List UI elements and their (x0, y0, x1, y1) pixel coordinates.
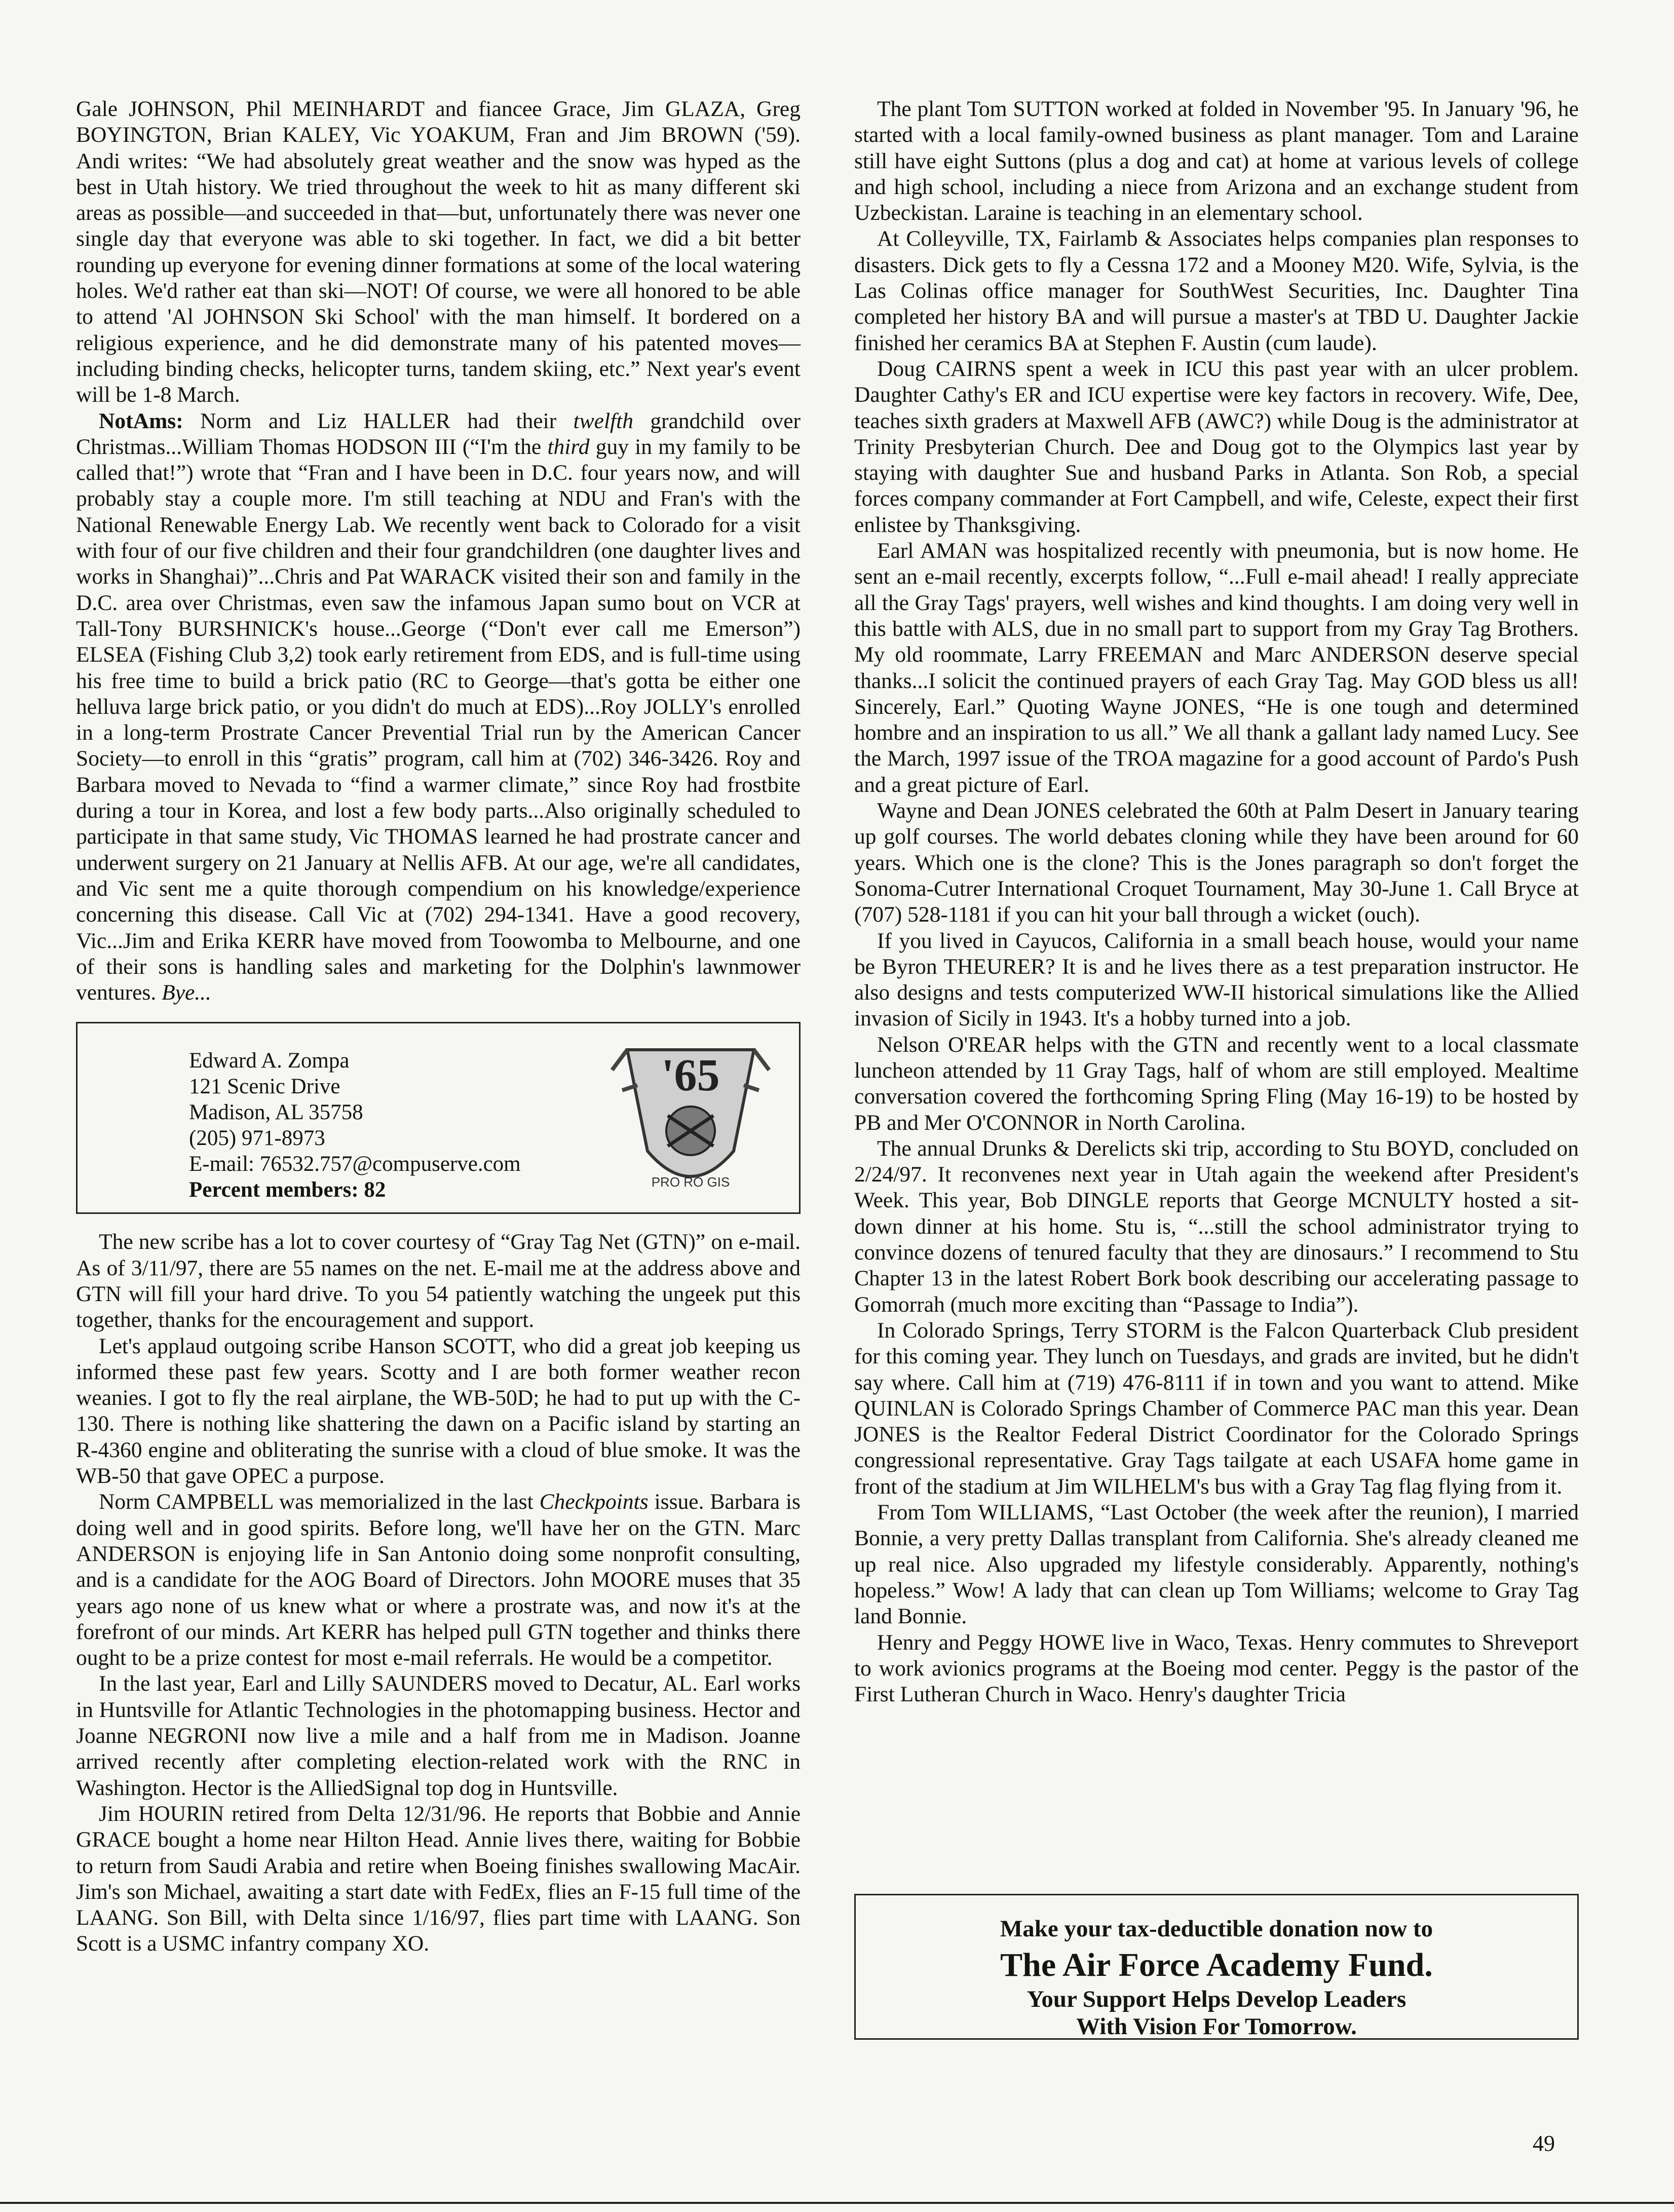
campbell-text-2: issue. Barbara is doing well and in good spirits. Before long, we'll have her on the GTN. Marc ANDERSON is enjoying life in San Antonio doing some nonprofit consulting, and is a candidate for the AOG Board of Directors. John MOORE muses that 35 years ago none of us knew what or where a prostrate was, and now it's at the forefront of our minds. Art KERR has helped pull GTN together and thinks there ought to be a prize contest for most e-mail referrals. He would be a competitor. (76, 1490, 801, 1670)
address-lines (189, 1048, 521, 1203)
paragraph-sutton: The plant Tom SUTTON worked at folded in November '95. In January '96, he started with a local family-owned business as plant manager. Tom and Laraine still have eight Suttons (plus a dog and cat) at home at various levels of college and high school, including a niece from Arizona and an exchange student from Uzbeckistan. Laraine is teaching in an elementary school. (854, 97, 1579, 225)
scribe-name: Edward A. Zompa (189, 1049, 350, 1073)
fund-line-2: The Air Force Academy Fund. (1000, 1947, 1433, 1984)
paragraph-new-scribe: The new scribe has a lot to cover courtesy of “Gray Tag Net (GTN)” on e-mail. As of 3/11/97, there are 55 names on the net. E-mail me at the address above and GTN will fill your hard drive. To you 54 patiently watching the ungeek put this together, thanks for the encouragement and support. (76, 1230, 801, 1332)
notams-italic-2: third (547, 434, 590, 459)
paragraph-fairlamb: At Colleyville, TX, Fairlamb & Associates helps companies plan responses to disasters. Dick gets to fly a Cessna 172 and a Mooney M20. Wife, Sylvia, is the Las Colinas office manager for SouthWest Securities, Inc. Daughter Tina completed her history BA and will pursue a master's at TBD U. Daughter Jackie finished her ceramics BA at Stephen F. Austin (cum laude). (854, 226, 1579, 355)
paragraph-outgoing-scribe: Let's applaud outgoing scribe Hanson SCOTT, who did a great job keeping us informed these past few years. Scotty and I are both former weather recon weanies. I got to fly the real airplane, the WB-50D; he had to put up with the C-130. There is nothing like shattering the dawn on a Pacific island by starting an R-4360 engine and obliterating the sunrise with a cloud of blue smoke. It was the WB-50 that gave OPEC a purpose. (76, 1333, 801, 1489)
scribe-address-box (76, 1022, 801, 1214)
fund-line-1: Make your tax-deductible donation now to (1000, 1916, 1433, 1942)
paragraph-ski-trip: Gale JOHNSON, Phil MEINHARDT and fiancee Grace, Jim GLAZA, Greg BOYINGTON, Brian KALEY, Vic YOAKUM, Fran and Jim BROWN ('59). Andi writes: “We had absolutely great weather and the snow was hyped as the best in Utah history. We tried throughout the week to hit as many different ski areas as possible—and succeeded in that—but, unfortunately there was never one single day that everyone was able to ski together. In fact, we did a bit better rounding up everyone for evening dinner formations at some of the local watering holes. We'd rather eat than ski—NOT! Of course, we were all honored to be able to attend 'Al JOHNSON Ski School' with the man himself. It bordered on a religious experience, and he did demonstrate many of his patented moves—including binding checks, helicopter turns, tandem skiing, etc.” Next year's event will be 1-8 March. (76, 97, 801, 407)
paragraph-hourin: Jim HOURIN retired from Delta 12/31/96. He reports that Bobbie and Annie GRACE bought a home near Hilton Head. Annie lives there, waiting for Bobbie to return from Saudi Arabia and retire when Boeing finishes swallowing MacAir. Jim's son Michael, awaiting a start date with FedEx, flies an F-15 full time of the LAANG. Son Bill, with Delta since 1/16/97, flies part time with LAANG. Son Scott is a USMC infantry company XO. (76, 1801, 801, 1956)
scribe-street: 121 Scenic Drive (189, 1075, 340, 1099)
notams-text-2: grandchild over Christmas...William Thomas HODSON III (“I'm the (76, 408, 801, 459)
notams-italic-1: twelfth (573, 408, 633, 433)
scribe-city: Madison, AL 35758 (189, 1100, 363, 1125)
notams-text-1: Norm and Liz HALLER had their (183, 408, 574, 433)
paragraph-jones: Wayne and Dean JONES celebrated the 60th at Palm Desert in January tearing up golf courses. The world debates cloning while they have been around for 60 years. Which one is the clone? This is the Jones paragraph so don't forget the Sonoma-Cutrer International Croquet Tournament, May 30-June 1. Call Bryce at (707) 528-1181 if you can hit your ball through a wicket (ouch). (854, 798, 1579, 927)
paragraph-cairns: Doug CAIRNS spent a week in ICU this past year with an ulcer problem. Daughter Cathy's ER and ICU expertise were key factors in recovery. Wife, Dee, teaches sixth graders at Maxwell AFB (AWC?) while Doug is the administrator at Trinity Presbyterian Church. Dee and Doug got to the Olympics last year by staying with daughter Sue and husband Parks in Atlanta. Son Rob, a special forces company commander at Fort Campbell, and wife, Celeste, expect their first enlistee by Thanksgiving. (854, 356, 1579, 537)
notams-text-3: guy in my family to be called that!”) wrote that “Fran and I have been in D.C. four years now, and will probably stay a couple more. I'm still teaching at NDU and Fran's with the National Renewable Energy Lab. We recently went back to Colorado for a visit with four of our five children and their four grandchildren (one daughter lives and works in Shanghai)”...Chris and Pat WARACK visited their son and family in the D.C. area over Christmas, even saw the infamous Japan sumo bout on VCR at Tall-Tony BURSHNICK's house...George (“Don't ever call me Emerson”) ELSEA (Fishing Club 3,2) took early retirement from EDS, and is full-time using his free time to build a brick patio (RC to George—that's gotta be either one helluva large brick patio, or you didn't do much at EDS)...Roy JOLLY's enrolled in a long-term Prostrate Cancer Prevential Trial run by the American Cancer Society—to enroll in this “gratis” program, call him at (702) 346-3426. Roy and Barbara moved to Nevada to “find a warmer climate,” since Roy had frostbite during a tour in Korea, and lost a few body parts...Also originally scheduled to participate in that same study, Vic THOMAS learned he had prostrate cancer and underwent surgery on 21 January at Nellis AFB. At our age, we're all candidates, and Vic sent me a quite thorough compendium on his knowledge/experience concerning this disease. Call Vic at (702) 294-1341. Have a good recovery, Vic...Jim and Erika KERR have moved from Toowomba to Melbourne, and one of their sons is handling sales and marketing for the Dolphin's lawnmower ventures. (76, 434, 801, 1005)
paragraph-williams: From Tom WILLIAMS, “Last October (the week after the reunion), I married Bonnie, a very pretty Dallas transplant from California. She's already cleaned me up real nice. Also upgraded my lifestyle considerably. Apparently, nothing's hopeless.” Wow! A lady that can clean up Tom Williams; welcome to Gray Tag land Bonnie. (854, 1500, 1579, 1629)
bottom-rule (0, 2202, 1674, 2204)
campbell-italic: Checkpoints (539, 1490, 649, 1514)
paragraph-ski-derelicts: The annual Drunks & Derelicts ski trip, according to Stu BOYD, concluded on 2/24/97. It reconvenes next year in Utah again the weekend after President's Week. This year, Bob DINGLE reports that George MCNULTY hosted a sit-down dinner at his home. Stu is, “...still the school administrator trying to convince dozens of tenured faculty that they are dinosaurs.” I recommend to Stu Chapter 13 in the latest Robert Bork book describing our accelerating passage to Gomorrah (much more exciting than “Passage to India”). (854, 1136, 1579, 1317)
paragraph-theurer: If you lived in Cayucos, California in a small beach house, would your name be Byron THEURER? It is and he lives there as a test preparation instructor. He also designs and tests computerized WW-II historical simulations like the Allied invasion of Sicily in 1943. It's a hobby turned into a job. (854, 928, 1579, 1031)
scribe-email: E-mail: 76532.757@compuserve.com (189, 1152, 521, 1176)
crest-year: '65 (661, 1050, 720, 1101)
paragraph-saunders: In the last year, Earl and Lilly SAUNDERS moved to Decatur, AL. Earl works in Huntsville for Atlantic Technologies in the photomapping business. Hector and Joanne NEGRONI now live a mile and a half from me in Madison. Joanne arrived recently after completing election-related work with the RNC in Washington. Hector is the AlliedSignal top dog in Huntsville. (76, 1671, 801, 1800)
scribe-phone: (205) 971-8973 (189, 1126, 325, 1151)
percent-members: Percent members: 82 (189, 1178, 386, 1202)
fund-line-3: Your Support Helps Develop Leaders (1026, 1986, 1406, 2012)
notams-italic-3: Bye... (162, 980, 211, 1005)
notams-label: NotAms: (99, 408, 183, 433)
class-crest-icon (607, 1035, 774, 1202)
paragraph-storm: In Colorado Springs, Terry STORM is the Falcon Quarterback Club president for this coming year. They lunch on Tuesdays, and grads are invited, but he didn't say where. Call him at (719) 476-8111 if in town and you want to attend. Mike QUINLAN is Colorado Springs Chamber of Commerce PAC man this year. Dean JONES is the Realtor Federal District Coordinator for the Colorado Springs congressional representative. Gray Tags tailgate at each USAFA home game in front of the stadium at Jim WILHELM's bus with a Gray Tag flag flying from it. (854, 1318, 1579, 1499)
left-column (76, 96, 801, 1957)
paragraph-aman: Earl AMAN was hospitalized recently with pneumonia, but is now home. He sent an e-mail recently, excerpts follow, “...Full e-mail ahead! I really appreciate all the Gray Tags' prayers, well wishes and kind thoughts. I am doing very well in this battle with ALS, due in no small part to support from my Gray Tag Brothers. My old roommate, Larry FREEMAN and Marc ANDERSON deserve special thanks...I solicit the continued prayers of each Gray Tag. May GOD bless us all! Sincerely, Earl.” Quoting Wayne JONES, “He is one tough and determined hombre and an inspiration to us all.” We all thank a gallant lady named Lucy. See the March, 1997 issue of the TROA magazine for a good account of Pardo's Push and a great picture of Earl. (854, 539, 1579, 797)
paragraph-notams (76, 408, 801, 1006)
page-number: 49 (1533, 2131, 1555, 2156)
fund-line-4: With Vision For Tomorrow. (1076, 2013, 1357, 2040)
paragraph-campbell (76, 1489, 801, 1671)
paragraph-orear: Nelson O'REAR helps with the GTN and recently went to a local classmate luncheon attended by 11 Gray Tags, half of whom are still employed. Mealtime conversation covered the forthcoming Spring Fling (May 16-19) to be hosted by PB and Mer O'CONNOR in North Carolina. (854, 1032, 1579, 1135)
campbell-text-1: Norm CAMPBELL was memorialized in the last (99, 1490, 540, 1514)
fund-donation-box (854, 1894, 1579, 2040)
right-column (854, 96, 1579, 1707)
crest-motto: PRO RO GIS (651, 1174, 730, 1190)
paragraph-howe: Henry and Peggy HOWE live in Waco, Texas. Henry commutes to Shreveport to work avionics programs at the Boeing mod center. Peggy is the pastor of the First Lutheran Church in Waco. Henry's daughter Tricia (854, 1630, 1579, 1707)
